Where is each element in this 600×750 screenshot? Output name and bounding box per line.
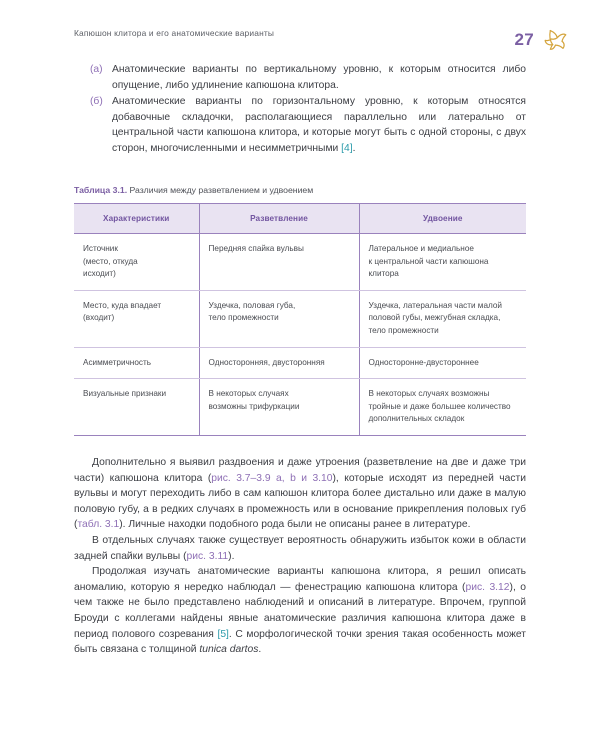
cell-line: (входит) bbox=[83, 313, 115, 323]
table-header-branching: Разветвление bbox=[199, 204, 359, 234]
cell-line: Односторонне-двустороннее bbox=[368, 357, 479, 367]
paragraph-1-part-a: Дополнительно я выявил раздвоения и даже утроения (разветвление на две и даже три части) капюшона клитора ( bbox=[74, 457, 526, 484]
cell-line: Асимметричность bbox=[83, 357, 151, 367]
list-item-b-text-before: Анатомические варианты по горизонтальному уровню, к которым относятся добавочные складочки, располагающиеся параллельно или латерально от центральной части капюшона клитора, и которые могут быть с одной стороны, с двух сторон, многочисленными и несимметричными bbox=[112, 96, 526, 154]
cell-line: Уздечка, половая губа, bbox=[208, 300, 296, 310]
paragraph-1-part-c: ). Личные находки подобного рода были не описаны ранее в литературе. bbox=[119, 519, 471, 531]
comparison-table bbox=[74, 203, 526, 436]
list-marker-b: (б) bbox=[90, 96, 103, 108]
running-head-title: Капюшон клитора и его анатомические варианты bbox=[74, 28, 275, 38]
table-cell-branching bbox=[199, 379, 359, 436]
table-cell-branching bbox=[199, 290, 359, 347]
paragraph-3-part-b: ), о чем также не было представлено наблюдений и описаний в литературе. Впрочем, группой Броуди с коллегами найдены явные анатомические различия капюшона клитора даже в период полового созревания bbox=[74, 581, 527, 640]
table-cell-characteristic bbox=[74, 379, 199, 436]
page-number: 27 bbox=[514, 29, 534, 49]
cell-line: тело промежности bbox=[368, 325, 439, 335]
table-cell-characteristic bbox=[74, 234, 199, 291]
table-cell-duplication bbox=[359, 290, 526, 347]
table-block bbox=[74, 184, 526, 436]
cell-line: клитора bbox=[368, 269, 399, 279]
paragraph-3-part-c: . С морфологической точки зрения такая особенность может быть связана с толщиной bbox=[74, 628, 526, 656]
cell-line: тело промежности bbox=[208, 313, 279, 323]
cell-line: Уздечка, латеральная части малой bbox=[368, 300, 502, 310]
cell-line: дополнительных складок bbox=[368, 414, 465, 424]
list-item-text-a: Анатомические варианты по вертикальному уровню, к которым относится либо опущение, либо удлинение капюшона клитора. bbox=[112, 64, 526, 91]
table-caption-label: Таблица 3.1. bbox=[74, 185, 128, 195]
cell-line: Односторонняя, двусторонняя bbox=[208, 357, 325, 367]
cell-line: половой губы, межгубная складка, bbox=[368, 313, 501, 323]
list-item bbox=[90, 94, 526, 156]
figure-reference-3-7-3-10[interactable]: рис. 3.7–3.9 a, b и 3.10 bbox=[211, 472, 333, 484]
cell-line: Передняя спайка вульвы bbox=[208, 244, 304, 253]
paragraph-2-part-b: ). bbox=[228, 550, 235, 562]
cell-line: Латеральное и медиальное bbox=[368, 244, 474, 253]
paragraph-3-part-a: Продолжая изучать анатомические варианты капюшона клитора, я решил описать аномалию, которую я нередко наблюдал — фенестрацию капюшона клитора ( bbox=[74, 566, 526, 593]
paragraph-1-part-b: ), которые исходят из передней части вульвы и могут переходить либо в сам капюшон клитора более дистально или даже в малую половую губу, а в редких случаях в промежность или в основание прикрепления половых губ ( bbox=[74, 472, 526, 531]
list-item-text-b bbox=[112, 94, 526, 156]
figure-reference-3-11[interactable]: рис. 3.11 bbox=[186, 550, 229, 562]
cell-line: Визуальные признаки bbox=[83, 389, 167, 399]
body-prose bbox=[74, 455, 526, 658]
lettered-list bbox=[90, 62, 526, 158]
cell-line: к центральной части капюшона bbox=[368, 256, 489, 266]
table-row bbox=[74, 347, 526, 379]
table-caption-text: Различия между разветвлением и удвоением bbox=[129, 185, 314, 195]
table-header-duplication: Удвоение bbox=[359, 204, 526, 234]
table-cell-duplication bbox=[359, 379, 526, 436]
paragraph-2 bbox=[74, 533, 526, 564]
table-row bbox=[74, 290, 526, 347]
list-item bbox=[90, 62, 526, 93]
table-cell-duplication bbox=[359, 234, 526, 291]
table-caption bbox=[74, 184, 526, 196]
table-cell-branching bbox=[199, 347, 359, 379]
paragraph-3-part-d: . bbox=[258, 644, 262, 656]
citation-reference-5[interactable]: [5] bbox=[217, 628, 229, 640]
table-header-characteristics: Характеристики bbox=[74, 204, 199, 234]
list-marker-a: (а) bbox=[90, 64, 103, 75]
cell-line: В некоторых случаях возможны bbox=[368, 389, 490, 399]
cell-line: В некоторых случаях bbox=[208, 389, 289, 399]
list-item-b-text-after: . bbox=[352, 142, 356, 154]
running-head-right bbox=[514, 24, 570, 54]
cell-line: тройные и даже большее количество bbox=[368, 401, 511, 411]
table-row bbox=[74, 379, 526, 436]
table-cell-characteristic bbox=[74, 347, 199, 379]
table-reference-3-1[interactable]: табл. 3.1 bbox=[77, 519, 120, 531]
running-head bbox=[74, 24, 570, 58]
table-cell-characteristic bbox=[74, 290, 199, 347]
cell-line: возможны трифуркации bbox=[208, 401, 300, 411]
table-cell-duplication bbox=[359, 347, 526, 379]
cell-line: Место, куда впадает bbox=[83, 300, 162, 310]
paragraph-3 bbox=[74, 564, 526, 658]
figure-reference-3-12[interactable]: рис. 3.12 bbox=[465, 581, 510, 593]
cell-line: (место, откуда bbox=[83, 256, 138, 266]
paragraph-2-part-a: В отдельных случаях также существует вероятность обнаружить избыток кожи в области задней спайки вульвы ( bbox=[74, 534, 526, 562]
paragraph-1 bbox=[74, 455, 526, 533]
cell-line: Источник bbox=[83, 244, 118, 253]
table-cell-branching bbox=[199, 234, 359, 291]
latin-term-tunica-dartos: tunica dartos bbox=[199, 644, 259, 656]
cell-line: исходит) bbox=[83, 269, 116, 279]
table-row bbox=[74, 234, 526, 291]
citation-reference-4[interactable]: [4] bbox=[341, 142, 353, 154]
table-header-row bbox=[74, 204, 526, 234]
butterfly-logo-icon bbox=[540, 24, 570, 54]
